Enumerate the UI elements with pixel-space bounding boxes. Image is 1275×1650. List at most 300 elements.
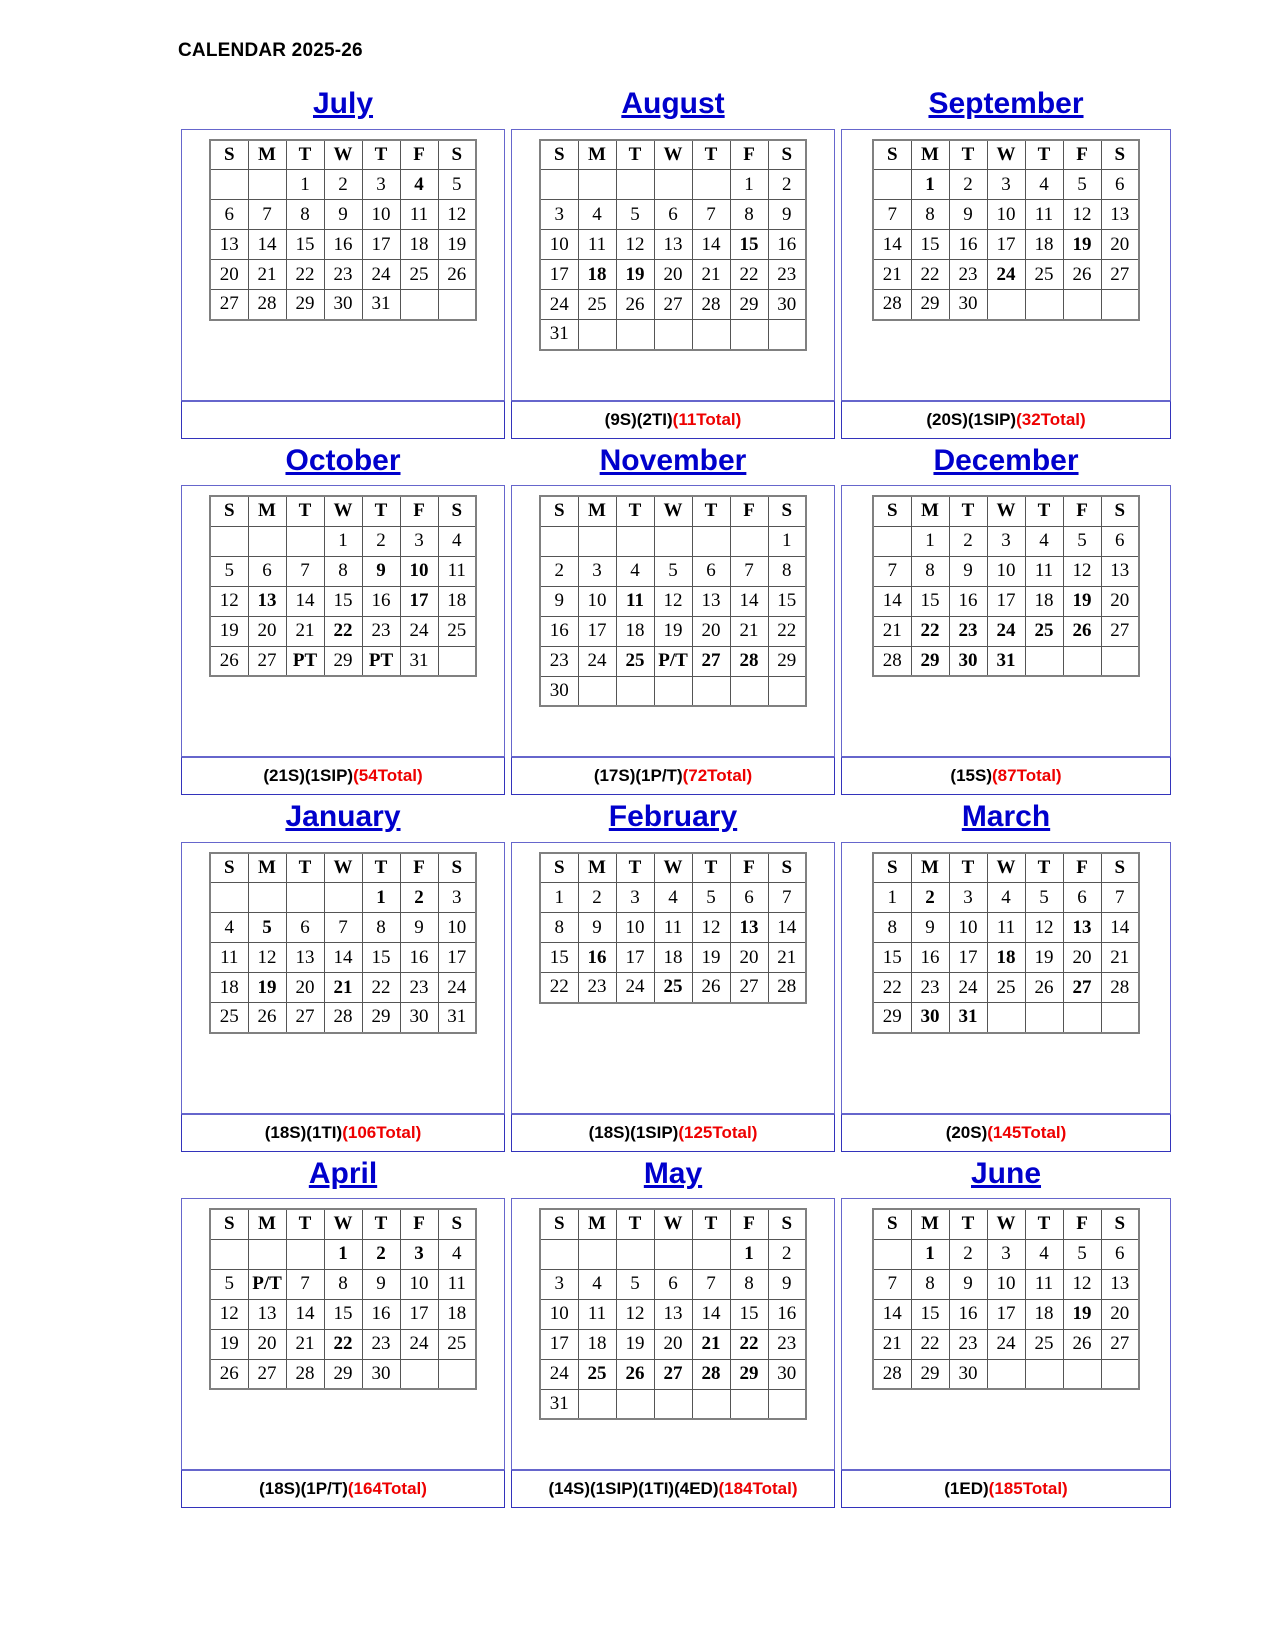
day-cell[interactable]: 22 xyxy=(730,260,768,290)
day-cell[interactable]: 9 xyxy=(911,913,949,943)
day-cell[interactable]: 23 xyxy=(324,260,362,290)
day-cell[interactable]: 23 xyxy=(540,646,578,676)
day-cell[interactable]: 28 xyxy=(768,973,806,1003)
day-cell[interactable]: 9 xyxy=(362,1269,400,1299)
day-cell[interactable]: 2 xyxy=(768,170,806,200)
day-cell[interactable]: 28 xyxy=(1101,973,1139,1003)
day-cell[interactable]: 20 xyxy=(210,260,248,290)
day-cell[interactable]: 24 xyxy=(362,260,400,290)
day-cell[interactable]: 15 xyxy=(911,1299,949,1329)
day-cell[interactable]: 23 xyxy=(949,260,987,290)
day-cell[interactable]: 22 xyxy=(911,1329,949,1359)
day-cell[interactable]: 12 xyxy=(654,586,692,616)
day-cell[interactable]: 4 xyxy=(400,170,438,200)
day-cell[interactable]: 27 xyxy=(286,1003,324,1033)
day-cell[interactable]: 11 xyxy=(616,586,654,616)
day-cell[interactable]: 29 xyxy=(730,1359,768,1389)
day-cell[interactable]: 30 xyxy=(540,676,578,706)
day-cell[interactable]: 1 xyxy=(730,1239,768,1269)
day-cell[interactable]: 29 xyxy=(873,1003,911,1033)
day-cell[interactable]: 28 xyxy=(286,1359,324,1389)
day-cell[interactable]: 9 xyxy=(768,1269,806,1299)
day-cell[interactable]: 23 xyxy=(400,973,438,1003)
day-cell[interactable]: 5 xyxy=(210,1269,248,1299)
day-cell[interactable]: 31 xyxy=(540,320,578,350)
day-cell[interactable]: 16 xyxy=(768,230,806,260)
day-cell[interactable]: P/T xyxy=(248,1269,286,1299)
day-cell[interactable]: 14 xyxy=(1101,913,1139,943)
day-cell[interactable]: 29 xyxy=(730,290,768,320)
day-cell[interactable]: 3 xyxy=(949,883,987,913)
day-cell[interactable]: 7 xyxy=(1101,883,1139,913)
day-cell[interactable]: 5 xyxy=(1063,1239,1101,1269)
day-cell[interactable]: 28 xyxy=(324,1003,362,1033)
day-cell[interactable]: 18 xyxy=(616,616,654,646)
day-cell[interactable]: 16 xyxy=(949,230,987,260)
day-cell[interactable]: 9 xyxy=(540,586,578,616)
day-cell[interactable]: 9 xyxy=(400,913,438,943)
day-cell[interactable]: 5 xyxy=(1063,526,1101,556)
day-cell[interactable]: 31 xyxy=(400,646,438,676)
day-cell[interactable]: 4 xyxy=(578,1269,616,1299)
day-cell[interactable]: 16 xyxy=(400,943,438,973)
day-cell[interactable]: 7 xyxy=(324,913,362,943)
day-cell[interactable]: 9 xyxy=(362,556,400,586)
day-cell[interactable]: 9 xyxy=(949,1269,987,1299)
day-cell[interactable]: 7 xyxy=(768,883,806,913)
day-cell[interactable]: 13 xyxy=(654,1299,692,1329)
day-cell[interactable]: 8 xyxy=(768,556,806,586)
day-cell[interactable]: 10 xyxy=(987,200,1025,230)
day-cell[interactable]: 19 xyxy=(210,616,248,646)
day-cell[interactable]: 22 xyxy=(324,1329,362,1359)
day-cell[interactable]: 2 xyxy=(911,883,949,913)
day-cell[interactable]: 25 xyxy=(1025,1329,1063,1359)
day-cell[interactable]: 31 xyxy=(987,646,1025,676)
day-cell[interactable]: 28 xyxy=(873,646,911,676)
day-cell[interactable]: 8 xyxy=(540,913,578,943)
day-cell[interactable]: 1 xyxy=(768,526,806,556)
day-cell[interactable]: 17 xyxy=(616,943,654,973)
day-cell[interactable]: 10 xyxy=(578,586,616,616)
day-cell[interactable]: 21 xyxy=(1101,943,1139,973)
day-cell[interactable]: 18 xyxy=(578,1329,616,1359)
day-cell[interactable]: 13 xyxy=(1101,556,1139,586)
day-cell[interactable]: 20 xyxy=(654,260,692,290)
day-cell[interactable]: 10 xyxy=(540,1299,578,1329)
day-cell[interactable]: 24 xyxy=(987,616,1025,646)
day-cell[interactable]: 29 xyxy=(911,646,949,676)
day-cell[interactable]: 8 xyxy=(362,913,400,943)
day-cell[interactable]: 21 xyxy=(324,973,362,1003)
day-cell[interactable]: 1 xyxy=(286,170,324,200)
day-cell[interactable]: 3 xyxy=(616,883,654,913)
day-cell[interactable]: 7 xyxy=(692,200,730,230)
day-cell[interactable]: 15 xyxy=(911,586,949,616)
day-cell[interactable]: 23 xyxy=(911,973,949,1003)
day-cell[interactable]: 10 xyxy=(540,230,578,260)
day-cell[interactable]: 3 xyxy=(540,200,578,230)
day-cell[interactable]: 10 xyxy=(987,556,1025,586)
day-cell[interactable]: 21 xyxy=(873,260,911,290)
day-cell[interactable]: 11 xyxy=(1025,556,1063,586)
day-cell[interactable]: 6 xyxy=(1101,526,1139,556)
day-cell[interactable]: 16 xyxy=(362,586,400,616)
day-cell[interactable]: 12 xyxy=(210,586,248,616)
day-cell[interactable]: 21 xyxy=(286,1329,324,1359)
day-cell[interactable]: 12 xyxy=(1063,200,1101,230)
day-cell[interactable]: 26 xyxy=(210,1359,248,1389)
day-cell[interactable]: 23 xyxy=(578,973,616,1003)
day-cell[interactable]: 24 xyxy=(949,973,987,1003)
day-cell[interactable]: 8 xyxy=(730,200,768,230)
day-cell[interactable]: 3 xyxy=(438,883,476,913)
day-cell[interactable]: 11 xyxy=(987,913,1025,943)
day-cell[interactable]: 2 xyxy=(400,883,438,913)
day-cell[interactable]: 4 xyxy=(1025,526,1063,556)
day-cell[interactable]: 20 xyxy=(692,616,730,646)
day-cell[interactable]: 25 xyxy=(210,1003,248,1033)
day-cell[interactable]: 27 xyxy=(1101,616,1139,646)
day-cell[interactable]: 4 xyxy=(1025,1239,1063,1269)
day-cell[interactable]: 29 xyxy=(324,646,362,676)
day-cell[interactable]: 2 xyxy=(362,526,400,556)
day-cell[interactable]: 10 xyxy=(616,913,654,943)
day-cell[interactable]: 28 xyxy=(873,290,911,320)
day-cell[interactable]: 27 xyxy=(1063,973,1101,1003)
day-cell[interactable]: 25 xyxy=(654,973,692,1003)
day-cell[interactable]: 13 xyxy=(654,230,692,260)
day-cell[interactable]: 4 xyxy=(578,200,616,230)
day-cell[interactable]: 12 xyxy=(616,1299,654,1329)
day-cell[interactable]: 6 xyxy=(654,200,692,230)
day-cell[interactable]: 20 xyxy=(286,973,324,1003)
day-cell[interactable]: 25 xyxy=(1025,260,1063,290)
day-cell[interactable]: 9 xyxy=(578,913,616,943)
day-cell[interactable]: 12 xyxy=(1025,913,1063,943)
day-cell[interactable]: 3 xyxy=(540,1269,578,1299)
day-cell[interactable]: 4 xyxy=(438,1239,476,1269)
day-cell[interactable]: 24 xyxy=(540,290,578,320)
day-cell[interactable]: 24 xyxy=(438,973,476,1003)
day-cell[interactable]: 5 xyxy=(616,200,654,230)
day-cell[interactable]: 22 xyxy=(768,616,806,646)
day-cell[interactable]: 19 xyxy=(654,616,692,646)
day-cell[interactable]: 30 xyxy=(949,290,987,320)
day-cell[interactable]: 18 xyxy=(578,260,616,290)
day-cell[interactable]: 3 xyxy=(987,526,1025,556)
day-cell[interactable]: 2 xyxy=(362,1239,400,1269)
day-cell[interactable]: 20 xyxy=(1101,1299,1139,1329)
day-cell[interactable]: 16 xyxy=(578,943,616,973)
day-cell[interactable]: 5 xyxy=(210,556,248,586)
day-cell[interactable]: 18 xyxy=(210,973,248,1003)
day-cell[interactable]: 8 xyxy=(730,1269,768,1299)
day-cell[interactable]: 14 xyxy=(324,943,362,973)
day-cell[interactable]: 26 xyxy=(1025,973,1063,1003)
day-cell[interactable]: 8 xyxy=(911,200,949,230)
day-cell[interactable]: 20 xyxy=(1063,943,1101,973)
day-cell[interactable]: 26 xyxy=(210,646,248,676)
day-cell[interactable]: 18 xyxy=(438,586,476,616)
day-cell[interactable]: PT xyxy=(362,646,400,676)
day-cell[interactable]: 28 xyxy=(248,290,286,320)
day-cell[interactable]: 13 xyxy=(248,1299,286,1329)
day-cell[interactable]: 17 xyxy=(987,586,1025,616)
day-cell[interactable]: 13 xyxy=(1101,1269,1139,1299)
day-cell[interactable]: 1 xyxy=(324,1239,362,1269)
day-cell[interactable]: 24 xyxy=(987,260,1025,290)
day-cell[interactable]: 23 xyxy=(768,1329,806,1359)
day-cell[interactable]: 1 xyxy=(362,883,400,913)
day-cell[interactable]: 31 xyxy=(362,290,400,320)
day-cell[interactable]: 8 xyxy=(911,1269,949,1299)
day-cell[interactable]: 19 xyxy=(248,973,286,1003)
day-cell[interactable]: 10 xyxy=(438,913,476,943)
day-cell[interactable]: 31 xyxy=(949,1003,987,1033)
day-cell[interactable]: 18 xyxy=(438,1299,476,1329)
day-cell[interactable]: 11 xyxy=(578,230,616,260)
day-cell[interactable]: P/T xyxy=(654,646,692,676)
day-cell[interactable]: 24 xyxy=(400,616,438,646)
day-cell[interactable]: 16 xyxy=(768,1299,806,1329)
day-cell[interactable]: 15 xyxy=(362,943,400,973)
day-cell[interactable]: 24 xyxy=(616,973,654,1003)
day-cell[interactable]: 25 xyxy=(1025,616,1063,646)
day-cell[interactable]: 2 xyxy=(578,883,616,913)
day-cell[interactable]: 6 xyxy=(1101,1239,1139,1269)
day-cell[interactable]: 22 xyxy=(911,260,949,290)
day-cell[interactable]: 6 xyxy=(1101,170,1139,200)
day-cell[interactable]: 7 xyxy=(692,1269,730,1299)
day-cell[interactable]: 6 xyxy=(286,913,324,943)
day-cell[interactable]: 22 xyxy=(362,973,400,1003)
day-cell[interactable]: 23 xyxy=(362,616,400,646)
day-cell[interactable]: 21 xyxy=(730,616,768,646)
day-cell[interactable]: 13 xyxy=(692,586,730,616)
day-cell[interactable]: 18 xyxy=(1025,1299,1063,1329)
day-cell[interactable]: 22 xyxy=(730,1329,768,1359)
day-cell[interactable]: 4 xyxy=(654,883,692,913)
day-cell[interactable]: 27 xyxy=(692,646,730,676)
day-cell[interactable]: 26 xyxy=(1063,616,1101,646)
day-cell[interactable]: 21 xyxy=(692,1329,730,1359)
day-cell[interactable]: 26 xyxy=(1063,260,1101,290)
day-cell[interactable]: 12 xyxy=(1063,556,1101,586)
day-cell[interactable]: 1 xyxy=(324,526,362,556)
day-cell[interactable]: 9 xyxy=(768,200,806,230)
day-cell[interactable]: 19 xyxy=(438,230,476,260)
day-cell[interactable]: 19 xyxy=(692,943,730,973)
day-cell[interactable]: 27 xyxy=(1101,1329,1139,1359)
day-cell[interactable]: 2 xyxy=(949,1239,987,1269)
day-cell[interactable]: 30 xyxy=(768,290,806,320)
day-cell[interactable]: 12 xyxy=(210,1299,248,1329)
day-cell[interactable]: 11 xyxy=(1025,1269,1063,1299)
day-cell[interactable]: 13 xyxy=(286,943,324,973)
day-cell[interactable]: 3 xyxy=(987,1239,1025,1269)
day-cell[interactable]: 21 xyxy=(873,616,911,646)
day-cell[interactable]: 11 xyxy=(578,1299,616,1329)
day-cell[interactable]: 13 xyxy=(210,230,248,260)
day-cell[interactable]: 1 xyxy=(730,170,768,200)
day-cell[interactable]: 3 xyxy=(400,526,438,556)
day-cell[interactable]: 3 xyxy=(400,1239,438,1269)
day-cell[interactable]: 2 xyxy=(540,556,578,586)
day-cell[interactable]: 17 xyxy=(540,1329,578,1359)
day-cell[interactable]: 11 xyxy=(400,200,438,230)
day-cell[interactable]: 31 xyxy=(540,1389,578,1419)
day-cell[interactable]: 20 xyxy=(248,616,286,646)
day-cell[interactable]: 19 xyxy=(1025,943,1063,973)
day-cell[interactable]: 6 xyxy=(654,1269,692,1299)
day-cell[interactable]: 6 xyxy=(1063,883,1101,913)
day-cell[interactable]: 16 xyxy=(540,616,578,646)
day-cell[interactable]: 30 xyxy=(911,1003,949,1033)
day-cell[interactable]: 23 xyxy=(949,616,987,646)
day-cell[interactable]: 1 xyxy=(911,170,949,200)
day-cell[interactable]: 17 xyxy=(400,1299,438,1329)
day-cell[interactable]: 14 xyxy=(768,913,806,943)
day-cell[interactable]: 1 xyxy=(911,526,949,556)
day-cell[interactable]: 25 xyxy=(578,1359,616,1389)
day-cell[interactable]: 17 xyxy=(578,616,616,646)
day-cell[interactable]: 25 xyxy=(438,1329,476,1359)
day-cell[interactable]: 5 xyxy=(248,913,286,943)
day-cell[interactable]: 7 xyxy=(286,556,324,586)
day-cell[interactable]: 16 xyxy=(911,943,949,973)
day-cell[interactable]: 27 xyxy=(210,290,248,320)
day-cell[interactable]: 18 xyxy=(400,230,438,260)
day-cell[interactable]: 23 xyxy=(362,1329,400,1359)
day-cell[interactable]: 10 xyxy=(949,913,987,943)
day-cell[interactable]: 14 xyxy=(286,1299,324,1329)
day-cell[interactable]: 13 xyxy=(1063,913,1101,943)
day-cell[interactable]: 16 xyxy=(324,230,362,260)
day-cell[interactable]: 8 xyxy=(324,1269,362,1299)
day-cell[interactable]: 26 xyxy=(692,973,730,1003)
day-cell[interactable]: 15 xyxy=(911,230,949,260)
day-cell[interactable]: 9 xyxy=(949,200,987,230)
day-cell[interactable]: 7 xyxy=(873,200,911,230)
day-cell[interactable]: 12 xyxy=(692,913,730,943)
day-cell[interactable]: 26 xyxy=(616,1359,654,1389)
day-cell[interactable]: 5 xyxy=(616,1269,654,1299)
day-cell[interactable]: 25 xyxy=(987,973,1025,1003)
day-cell[interactable]: 6 xyxy=(248,556,286,586)
day-cell[interactable]: 7 xyxy=(730,556,768,586)
day-cell[interactable]: 22 xyxy=(540,973,578,1003)
day-cell[interactable]: 6 xyxy=(210,200,248,230)
day-cell[interactable]: 5 xyxy=(438,170,476,200)
day-cell[interactable]: 7 xyxy=(286,1269,324,1299)
day-cell[interactable]: 21 xyxy=(768,943,806,973)
day-cell[interactable]: PT xyxy=(286,646,324,676)
day-cell[interactable]: 5 xyxy=(692,883,730,913)
day-cell[interactable]: 17 xyxy=(987,230,1025,260)
day-cell[interactable]: 24 xyxy=(578,646,616,676)
day-cell[interactable]: 23 xyxy=(949,1329,987,1359)
day-cell[interactable]: 13 xyxy=(1101,200,1139,230)
day-cell[interactable]: 25 xyxy=(400,260,438,290)
day-cell[interactable]: 29 xyxy=(911,290,949,320)
day-cell[interactable]: 30 xyxy=(949,646,987,676)
day-cell[interactable]: 11 xyxy=(654,913,692,943)
day-cell[interactable]: 11 xyxy=(438,556,476,586)
day-cell[interactable]: 19 xyxy=(616,260,654,290)
day-cell[interactable]: 27 xyxy=(1101,260,1139,290)
day-cell[interactable]: 4 xyxy=(616,556,654,586)
day-cell[interactable]: 4 xyxy=(987,883,1025,913)
day-cell[interactable]: 21 xyxy=(248,260,286,290)
day-cell[interactable]: 11 xyxy=(438,1269,476,1299)
day-cell[interactable]: 9 xyxy=(949,556,987,586)
day-cell[interactable]: 15 xyxy=(324,586,362,616)
day-cell[interactable]: 25 xyxy=(578,290,616,320)
day-cell[interactable]: 14 xyxy=(692,1299,730,1329)
day-cell[interactable]: 8 xyxy=(911,556,949,586)
day-cell[interactable]: 8 xyxy=(873,913,911,943)
day-cell[interactable]: 19 xyxy=(1063,1299,1101,1329)
day-cell[interactable]: 12 xyxy=(616,230,654,260)
day-cell[interactable]: 4 xyxy=(1025,170,1063,200)
day-cell[interactable]: 8 xyxy=(324,556,362,586)
day-cell[interactable]: 25 xyxy=(438,616,476,646)
day-cell[interactable]: 13 xyxy=(730,913,768,943)
day-cell[interactable]: 12 xyxy=(438,200,476,230)
day-cell[interactable]: 6 xyxy=(730,883,768,913)
day-cell[interactable]: 18 xyxy=(987,943,1025,973)
day-cell[interactable]: 20 xyxy=(654,1329,692,1359)
day-cell[interactable]: 2 xyxy=(949,526,987,556)
day-cell[interactable]: 18 xyxy=(1025,230,1063,260)
day-cell[interactable]: 22 xyxy=(324,616,362,646)
day-cell[interactable]: 24 xyxy=(987,1329,1025,1359)
day-cell[interactable]: 19 xyxy=(210,1329,248,1359)
day-cell[interactable]: 1 xyxy=(540,883,578,913)
day-cell[interactable]: 7 xyxy=(248,200,286,230)
day-cell[interactable]: 17 xyxy=(438,943,476,973)
day-cell[interactable]: 19 xyxy=(1063,586,1101,616)
day-cell[interactable]: 2 xyxy=(768,1239,806,1269)
day-cell[interactable]: 6 xyxy=(692,556,730,586)
day-cell[interactable]: 18 xyxy=(654,943,692,973)
day-cell[interactable]: 9 xyxy=(324,200,362,230)
day-cell[interactable]: 3 xyxy=(578,556,616,586)
day-cell[interactable]: 31 xyxy=(438,1003,476,1033)
day-cell[interactable]: 17 xyxy=(540,260,578,290)
day-cell[interactable]: 29 xyxy=(768,646,806,676)
day-cell[interactable]: 22 xyxy=(873,973,911,1003)
day-cell[interactable]: 1 xyxy=(873,883,911,913)
day-cell[interactable]: 27 xyxy=(730,973,768,1003)
day-cell[interactable]: 5 xyxy=(1025,883,1063,913)
day-cell[interactable]: 27 xyxy=(248,1359,286,1389)
day-cell[interactable]: 12 xyxy=(1063,1269,1101,1299)
day-cell[interactable]: 30 xyxy=(362,1359,400,1389)
day-cell[interactable]: 30 xyxy=(324,290,362,320)
day-cell[interactable]: 27 xyxy=(654,1359,692,1389)
day-cell[interactable]: 30 xyxy=(400,1003,438,1033)
day-cell[interactable]: 28 xyxy=(692,1359,730,1389)
day-cell[interactable]: 4 xyxy=(438,526,476,556)
day-cell[interactable]: 22 xyxy=(911,616,949,646)
day-cell[interactable]: 22 xyxy=(286,260,324,290)
day-cell[interactable]: 10 xyxy=(400,556,438,586)
day-cell[interactable]: 17 xyxy=(949,943,987,973)
day-cell[interactable]: 14 xyxy=(873,1299,911,1329)
day-cell[interactable]: 13 xyxy=(248,586,286,616)
